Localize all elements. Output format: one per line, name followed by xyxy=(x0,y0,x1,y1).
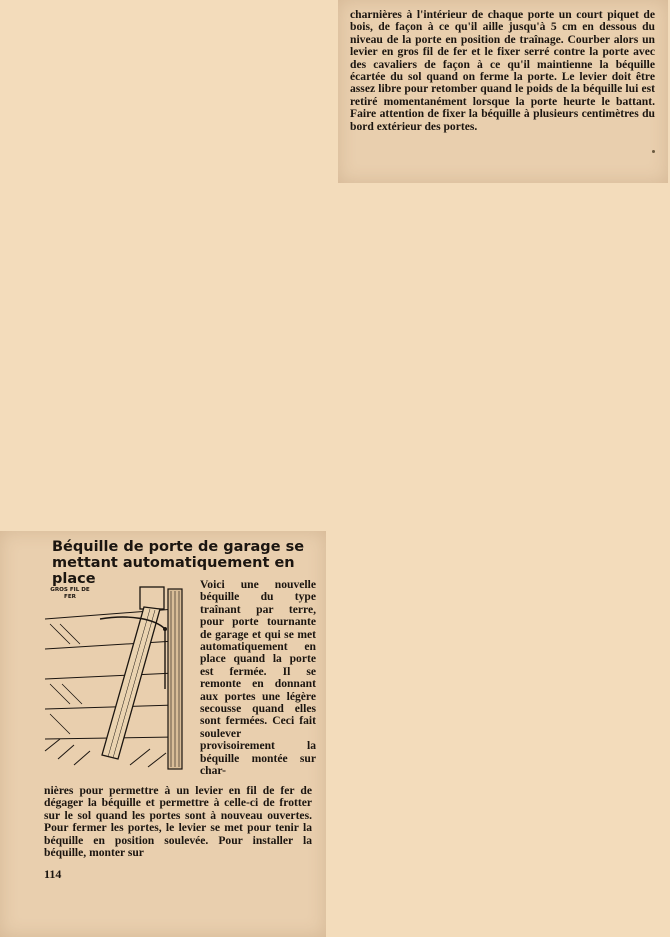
article-title: Béquille de porte de garage se mettant automatiquement en place xyxy=(52,539,305,587)
figure-label: GROS FIL DE FER xyxy=(50,587,90,600)
garage-prop-illustration xyxy=(40,579,190,779)
speck xyxy=(652,150,655,153)
top-paragraph: charnières à l'intérieur de chaque porte un court piquet de bois, de façon à ce qu'il aille jusqu'à 5 cm en dessous du niveau de la porte en position de traînage. Courber alors un levier en gros fil de fer et le fixer serré contre la porte avec des cavaliers de façon à ce qu'il maintienne la béquille écartée du sol quand on ferme la porte. Le levier doit être assez libre pour retomber quand le poids de la béquille lui est retiré momentanément lorsque la porte heurte le battant. Faire attention de fixer la béquille à plusieurs centimètres du bord extérieur des portes. xyxy=(350,8,655,133)
continued-paragraph: nières pour permettre à un levier en fil de fer de dégager la béquille et permettre à celle-ci de frotter sur le sol quand les portes sont à nouveau ouvertes. Pour fermer les portes, le levier se met pour tenir la béquille en position soulevée. Pour installer la béquille, monter sur xyxy=(44,784,312,860)
intro-paragraph: Voici une nouvelle béquille du type traînant par terre, pour porte tournante de garage et qui se met automatiquement en place quand la porte est fermée. Il se remonte en donnant aux portes une légère secousse quand elles sont fermées. Ceci fait soulever provisoirement la béquille montée sur char- xyxy=(200,578,316,778)
illustration-drawing xyxy=(40,579,190,779)
page-number: 114 xyxy=(44,867,62,881)
top-clipping xyxy=(338,0,668,183)
bottom-clipping xyxy=(0,531,326,937)
